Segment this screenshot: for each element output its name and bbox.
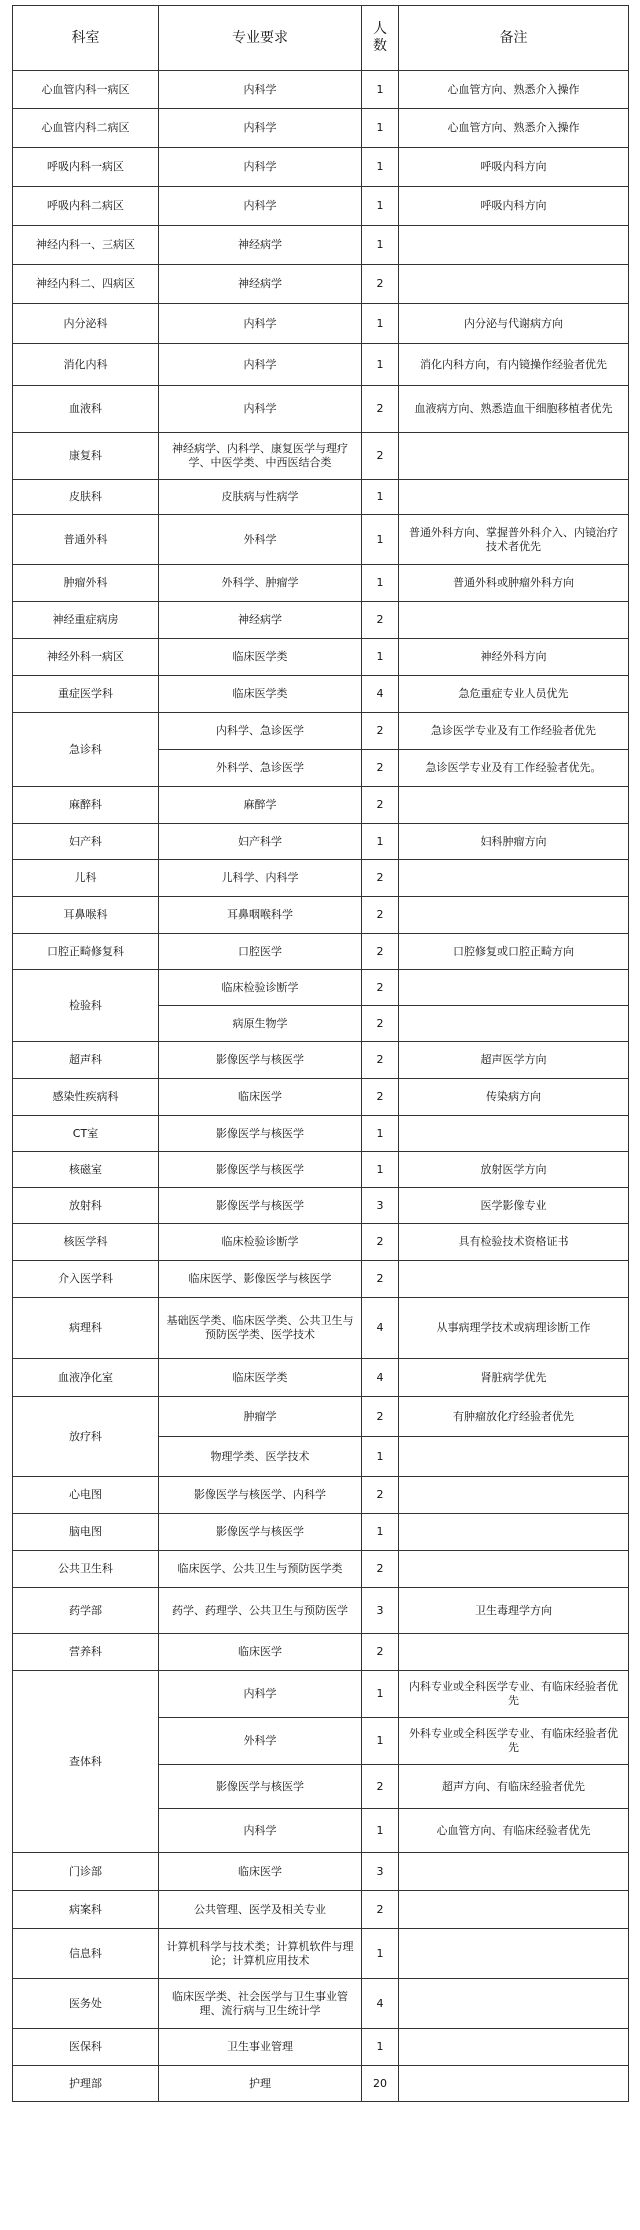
- note-cell: [399, 897, 629, 934]
- note-cell: 具有检验技术资格证书: [399, 1224, 629, 1261]
- table-row: [13, 1514, 629, 1551]
- major-cell: 神经病学、内科学、康复医学与理疗学、中医学类、中西医结合类: [159, 433, 362, 480]
- note-cell: 心血管方向、有临床经验者优先: [399, 1809, 629, 1853]
- note-cell: [399, 2066, 629, 2102]
- major-cell: 影像医学与核医学: [159, 1514, 362, 1551]
- note-cell: 普通外科方向、掌握普外科介入、内镜治疗技术者优先: [399, 515, 629, 565]
- major-cell: 影像医学与核医学: [159, 1152, 362, 1188]
- major-cell: 内科学: [159, 304, 362, 344]
- note-cell: [399, 1261, 629, 1298]
- major-cell: 耳鼻咽喉科学: [159, 897, 362, 934]
- dept-cell: 康复科: [13, 433, 159, 480]
- count-cell: 2: [362, 265, 399, 304]
- dept-cell: 普通外科: [13, 515, 159, 565]
- table-row: [13, 1551, 629, 1588]
- count-cell: 2: [362, 934, 399, 970]
- table-row: [13, 265, 629, 304]
- note-cell: 医学影像专业: [399, 1188, 629, 1224]
- dept-cell: 病案科: [13, 1891, 159, 1929]
- major-cell: 临床医学、影像医学与核医学: [159, 1261, 362, 1298]
- dept-cell: 查体科: [13, 1671, 159, 1853]
- dept-cell: 感染性疾病科: [13, 1079, 159, 1116]
- dept-cell: 门诊部: [13, 1853, 159, 1891]
- note-cell: 口腔修复或口腔正畸方向: [399, 934, 629, 970]
- major-cell: 肿瘤学: [159, 1397, 362, 1437]
- dept-cell: 介入医学科: [13, 1261, 159, 1298]
- count-cell: 2: [362, 1042, 399, 1079]
- count-cell: 1: [362, 1116, 399, 1152]
- dept-cell: 呼吸内科一病区: [13, 148, 159, 187]
- dept-cell: 病理科: [13, 1298, 159, 1359]
- dept-cell: 脑电图: [13, 1514, 159, 1551]
- note-cell: [399, 226, 629, 265]
- major-cell: 内科学: [159, 344, 362, 386]
- table-row: [13, 1979, 629, 2029]
- note-cell: 妇科肿瘤方向: [399, 824, 629, 860]
- major-cell: 临床医学: [159, 1079, 362, 1116]
- count-cell: 1: [362, 824, 399, 860]
- count-cell: 2: [362, 1634, 399, 1671]
- note-cell: 心血管方向、熟悉介入操作: [399, 71, 629, 109]
- recruitment-table: [12, 5, 629, 2102]
- count-cell: 1: [362, 148, 399, 187]
- note-cell: 普通外科或肿瘤外科方向: [399, 565, 629, 602]
- dept-cell: 血液科: [13, 386, 159, 433]
- count-cell: 2: [362, 433, 399, 480]
- dept-cell: 神经外科一病区: [13, 639, 159, 676]
- major-cell: 卫生事业管理: [159, 2029, 362, 2066]
- dept-cell: 神经重症病房: [13, 602, 159, 639]
- table-row: [13, 2029, 629, 2066]
- major-cell: 护理: [159, 2066, 362, 2102]
- count-cell: 2: [362, 1765, 399, 1809]
- major-cell: 临床医学: [159, 1634, 362, 1671]
- header-count: 人数: [362, 6, 399, 71]
- note-cell: 急诊医学专业及有工作经验者优先: [399, 713, 629, 750]
- major-cell: 公共管理、医学及相关专业: [159, 1891, 362, 1929]
- dept-cell: 公共卫生科: [13, 1551, 159, 1588]
- major-cell: 儿科学、内科学: [159, 860, 362, 897]
- note-cell: [399, 1437, 629, 1477]
- major-cell: 临床检验诊断学: [159, 970, 362, 1006]
- note-cell: [399, 1116, 629, 1152]
- note-cell: 消化内科方向，有内镜操作经验者优先: [399, 344, 629, 386]
- table-row: [13, 897, 629, 934]
- count-cell: 1: [362, 2029, 399, 2066]
- table-row: [13, 1152, 629, 1188]
- note-cell: 急诊医学专业及有工作经验者优先。: [399, 750, 629, 787]
- major-cell: 内科学: [159, 148, 362, 187]
- major-cell: 外科学: [159, 515, 362, 565]
- major-cell: 基础医学类、临床医学类、公共卫生与预防医学类、医学技术: [159, 1298, 362, 1359]
- note-cell: 卫生毒理学方向: [399, 1588, 629, 1634]
- major-cell: 内科学: [159, 187, 362, 226]
- table-row: [13, 1588, 629, 1634]
- major-cell: 外科学、急诊医学: [159, 750, 362, 787]
- table-row: [13, 787, 629, 824]
- table-row: [13, 1634, 629, 1671]
- count-cell: 1: [362, 226, 399, 265]
- note-cell: 内科专业或全科医学专业、有临床经验者优先: [399, 1671, 629, 1718]
- count-cell: 1: [362, 187, 399, 226]
- note-cell: 放射医学方向: [399, 1152, 629, 1188]
- table-row: [13, 1359, 629, 1397]
- dept-cell: 消化内科: [13, 344, 159, 386]
- dept-cell: 神经内科一、三病区: [13, 226, 159, 265]
- note-cell: 急危重症专业人员优先: [399, 676, 629, 713]
- dept-cell: 营养科: [13, 1634, 159, 1671]
- table-row: [13, 2066, 629, 2102]
- major-cell: 内科学: [159, 71, 362, 109]
- table-row: [13, 1891, 629, 1929]
- count-cell: 4: [362, 1979, 399, 2029]
- dept-cell: 护理部: [13, 2066, 159, 2102]
- count-cell: 4: [362, 1298, 399, 1359]
- major-cell: 计算机科学与技术类；计算机软件与理论；计算机应用技术: [159, 1929, 362, 1979]
- count-cell: 2: [362, 1224, 399, 1261]
- count-cell: 1: [362, 1152, 399, 1188]
- count-cell: 2: [362, 1551, 399, 1588]
- table-row: [13, 480, 629, 515]
- note-cell: 神经外科方向: [399, 639, 629, 676]
- count-cell: 1: [362, 71, 399, 109]
- count-cell: 2: [362, 1006, 399, 1042]
- note-cell: [399, 1477, 629, 1514]
- note-cell: [399, 480, 629, 515]
- dept-cell: 超声科: [13, 1042, 159, 1079]
- note-cell: 从事病理学技术或病理诊断工作: [399, 1298, 629, 1359]
- dept-cell: 急诊科: [13, 713, 159, 787]
- major-cell: 临床检验诊断学: [159, 1224, 362, 1261]
- dept-cell: 心血管内科一病区: [13, 71, 159, 109]
- table-row: [13, 1298, 629, 1359]
- major-cell: 临床医学类: [159, 1359, 362, 1397]
- count-cell: 20: [362, 2066, 399, 2102]
- count-cell: 1: [362, 1718, 399, 1765]
- count-cell: 1: [362, 565, 399, 602]
- major-cell: 内科学: [159, 109, 362, 148]
- note-cell: 肾脏病学优先: [399, 1359, 629, 1397]
- major-cell: 临床医学: [159, 1853, 362, 1891]
- table-row: [13, 860, 629, 897]
- table-row: [13, 565, 629, 602]
- dept-cell: 血液净化室: [13, 1359, 159, 1397]
- note-cell: 心血管方向、熟悉介入操作: [399, 109, 629, 148]
- table-row: [13, 433, 629, 480]
- count-cell: 2: [362, 386, 399, 433]
- count-cell: 2: [362, 1397, 399, 1437]
- header-dept: 科室: [13, 6, 159, 71]
- table-row: [13, 602, 629, 639]
- note-cell: [399, 433, 629, 480]
- table-row: [13, 515, 629, 565]
- note-cell: [399, 1979, 629, 2029]
- note-cell: 有肿瘤放化疗经验者优先: [399, 1397, 629, 1437]
- note-cell: 血液病方向、熟悉造血干细胞移植者优先: [399, 386, 629, 433]
- count-cell: 2: [362, 713, 399, 750]
- table-row: [13, 1853, 629, 1891]
- table-row: [13, 1671, 629, 1718]
- table-row: [13, 304, 629, 344]
- note-cell: 呼吸内科方向: [399, 187, 629, 226]
- dept-cell: 耳鼻喉科: [13, 897, 159, 934]
- dept-cell: 儿科: [13, 860, 159, 897]
- header-note: 备注: [399, 6, 629, 71]
- dept-cell: 皮肤科: [13, 480, 159, 515]
- table-body: [13, 71, 629, 2102]
- count-cell: 2: [362, 787, 399, 824]
- major-cell: 皮肤病与性病学: [159, 480, 362, 515]
- major-cell: 影像医学与核医学: [159, 1765, 362, 1809]
- count-cell: 2: [362, 602, 399, 639]
- count-cell: 2: [362, 1261, 399, 1298]
- major-cell: 内科学、急诊医学: [159, 713, 362, 750]
- count-cell: 4: [362, 676, 399, 713]
- dept-cell: 肿瘤外科: [13, 565, 159, 602]
- table-row: [13, 970, 629, 1006]
- dept-cell: 内分泌科: [13, 304, 159, 344]
- major-cell: 影像医学与核医学: [159, 1042, 362, 1079]
- dept-cell: 口腔正畸修复科: [13, 934, 159, 970]
- count-cell: 3: [362, 1588, 399, 1634]
- count-cell: 2: [362, 897, 399, 934]
- note-cell: 内分泌与代谢病方向: [399, 304, 629, 344]
- major-cell: 物理学类、医学技术: [159, 1437, 362, 1477]
- dept-cell: 妇产科: [13, 824, 159, 860]
- table-row: [13, 71, 629, 109]
- header-major: 专业要求: [159, 6, 362, 71]
- note-cell: [399, 2029, 629, 2066]
- major-cell: 口腔医学: [159, 934, 362, 970]
- table-row: [13, 226, 629, 265]
- note-cell: 超声方向、有临床经验者优先: [399, 1765, 629, 1809]
- header-row: [13, 6, 629, 71]
- note-cell: [399, 1853, 629, 1891]
- dept-cell: 重症医学科: [13, 676, 159, 713]
- note-cell: 传染病方向: [399, 1079, 629, 1116]
- major-cell: 临床医学类、社会医学与卫生事业管理、流行病与卫生统计学: [159, 1979, 362, 2029]
- note-cell: [399, 970, 629, 1006]
- table-row: [13, 1261, 629, 1298]
- dept-cell: 药学部: [13, 1588, 159, 1634]
- dept-cell: 核医学科: [13, 1224, 159, 1261]
- table-row: [13, 148, 629, 187]
- major-cell: 妇产科学: [159, 824, 362, 860]
- table-row: [13, 1477, 629, 1514]
- table-row: [13, 1188, 629, 1224]
- count-cell: 2: [362, 970, 399, 1006]
- dept-cell: 检验科: [13, 970, 159, 1042]
- table-row: [13, 1397, 629, 1437]
- major-cell: 临床医学类: [159, 639, 362, 676]
- note-cell: [399, 1929, 629, 1979]
- table-row: [13, 386, 629, 433]
- count-cell: 1: [362, 1514, 399, 1551]
- major-cell: 外科学: [159, 1718, 362, 1765]
- count-cell: 1: [362, 515, 399, 565]
- table-row: [13, 109, 629, 148]
- count-cell: 1: [362, 1929, 399, 1979]
- major-cell: 外科学、肿瘤学: [159, 565, 362, 602]
- note-cell: 超声医学方向: [399, 1042, 629, 1079]
- dept-cell: 信息科: [13, 1929, 159, 1979]
- note-cell: [399, 265, 629, 304]
- major-cell: 麻醉学: [159, 787, 362, 824]
- table-row: [13, 187, 629, 226]
- count-cell: 1: [362, 639, 399, 676]
- note-cell: 呼吸内科方向: [399, 148, 629, 187]
- dept-cell: CT室: [13, 1116, 159, 1152]
- count-cell: 3: [362, 1188, 399, 1224]
- dept-cell: 医保科: [13, 2029, 159, 2066]
- note-cell: [399, 1891, 629, 1929]
- major-cell: 临床医学类: [159, 676, 362, 713]
- major-cell: 影像医学与核医学: [159, 1116, 362, 1152]
- dept-cell: 呼吸内科二病区: [13, 187, 159, 226]
- count-cell: 1: [362, 1809, 399, 1853]
- table-row: [13, 344, 629, 386]
- note-cell: [399, 860, 629, 897]
- major-cell: 内科学: [159, 1809, 362, 1853]
- major-cell: 神经病学: [159, 265, 362, 304]
- note-cell: [399, 787, 629, 824]
- dept-cell: 心电图: [13, 1477, 159, 1514]
- table-row: [13, 713, 629, 750]
- count-cell: 1: [362, 480, 399, 515]
- count-cell: 2: [362, 1891, 399, 1929]
- dept-cell: 神经内科二、四病区: [13, 265, 159, 304]
- table-row: [13, 1079, 629, 1116]
- table-row: [13, 934, 629, 970]
- table-row: [13, 1116, 629, 1152]
- count-cell: 2: [362, 1477, 399, 1514]
- major-cell: 临床医学、公共卫生与预防医学类: [159, 1551, 362, 1588]
- major-cell: 神经病学: [159, 602, 362, 639]
- major-cell: 病原生物学: [159, 1006, 362, 1042]
- count-cell: 2: [362, 750, 399, 787]
- major-cell: 内科学: [159, 386, 362, 433]
- count-cell: 3: [362, 1853, 399, 1891]
- count-cell: 2: [362, 860, 399, 897]
- major-cell: 影像医学与核医学: [159, 1188, 362, 1224]
- count-cell: 1: [362, 109, 399, 148]
- count-cell: 1: [362, 1671, 399, 1718]
- major-cell: 神经病学: [159, 226, 362, 265]
- note-cell: [399, 602, 629, 639]
- count-cell: 1: [362, 304, 399, 344]
- note-cell: 外科专业或全科医学专业、有临床经验者优先: [399, 1718, 629, 1765]
- major-cell: 内科学: [159, 1671, 362, 1718]
- dept-cell: 放疗科: [13, 1397, 159, 1477]
- dept-cell: 放射科: [13, 1188, 159, 1224]
- dept-cell: 医务处: [13, 1979, 159, 2029]
- count-cell: 1: [362, 344, 399, 386]
- table-row: [13, 1224, 629, 1261]
- note-cell: [399, 1514, 629, 1551]
- table-row: [13, 1929, 629, 1979]
- note-cell: [399, 1634, 629, 1671]
- note-cell: [399, 1551, 629, 1588]
- dept-cell: 心血管内科二病区: [13, 109, 159, 148]
- major-cell: 影像医学与核医学、内科学: [159, 1477, 362, 1514]
- dept-cell: 麻醉科: [13, 787, 159, 824]
- count-cell: 2: [362, 1079, 399, 1116]
- note-cell: [399, 1006, 629, 1042]
- count-cell: 1: [362, 1437, 399, 1477]
- dept-cell: 核磁室: [13, 1152, 159, 1188]
- table-row: [13, 639, 629, 676]
- table-row: [13, 676, 629, 713]
- table-row: [13, 1042, 629, 1079]
- major-cell: 药学、药理学、公共卫生与预防医学: [159, 1588, 362, 1634]
- table-row: [13, 824, 629, 860]
- count-cell: 4: [362, 1359, 399, 1397]
